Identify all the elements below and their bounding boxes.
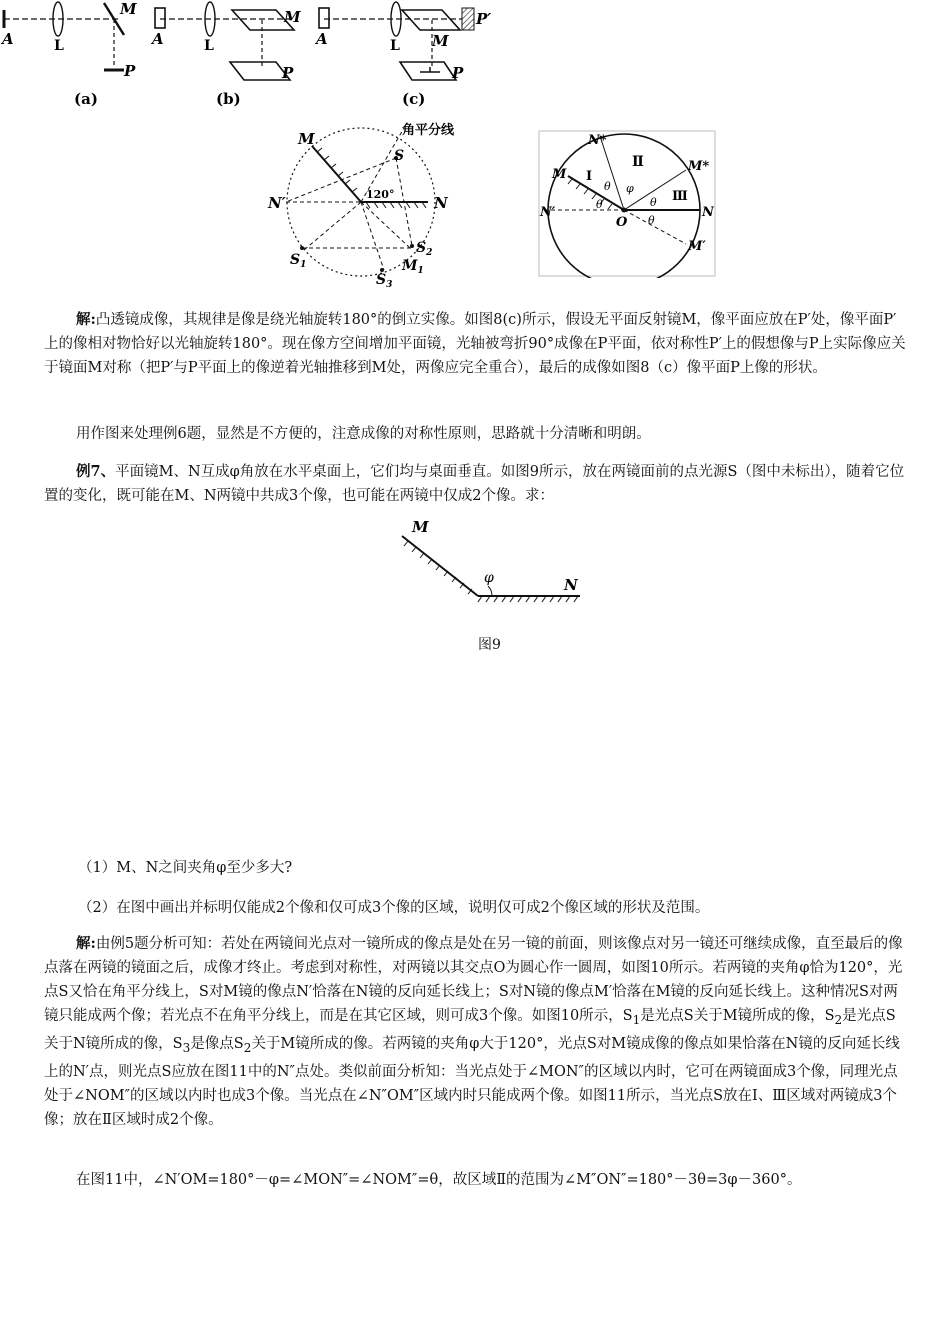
label-N: N <box>564 576 578 594</box>
label-M: M <box>298 130 315 148</box>
paragraph-final-text: 在图11中，∠N′OM=180°－φ=∠MON″=∠NOM″=θ，故区域Ⅱ的范围为∠M″ON″=180°－3θ=3φ－360°。 <box>76 1172 802 1188</box>
subscript-1: 1 <box>632 1012 641 1027</box>
label-N: N <box>702 205 714 220</box>
paragraph-2-text: 用作图来处理例6题，显然是不方便的，注意成像的对称性原则，思路就十分清晰和明朗。 <box>76 426 651 442</box>
solution-text: 凸透镜成像，其规律是像是绕光轴旋转180°的倒立实像。如图8(c)所示，假设无平面反射镜M，像平面应放在P′处，像平面P′上的像相对物恰好以光轴旋转180°。现在像方空间增加平面镜，光轴被弯折90°成像在P平面，依对称性P′上的假想像与P上实际像应关于镜面M对称（把P′与P平面上的像逆着光轴推移到M处，两像应完全重合），最后的成像如图8（c）像平面P上像的形状。 <box>44 312 906 376</box>
solution-text-2: 是光点S关于M镜所成的像，S <box>640 1008 835 1024</box>
label-N-prime: N′ <box>540 205 556 220</box>
solution-paragraph-2 <box>44 932 910 1132</box>
figure-8a-label: (a) <box>74 90 98 108</box>
paragraph-2 <box>44 422 910 446</box>
label-L: L <box>204 38 214 54</box>
solution-text-1: 由例5题分析可知：若处在两镜间光点对一镜所成的像点是处在另一镜的前面，则该像点对另一镜还可继续成像，直至最后的像点落在两镜的镜面之后，成像才终止。考虑到对称性，对两镜以其交点O为圆心作一圆周，如图10所示。若两镜的夹角φ恰为120°，光点S又恰在角平分线上，S对M镜的像点N′恰落在N镜的反向延长线上；S对N镜的像点M′恰落在M镜的反向延长线上。这种情况S对两镜只能成两个像；若光点不在角平分线上，而是在其它区域，则可成3个像。如图10所示，S <box>44 936 903 1024</box>
paragraph-final <box>44 1168 910 1192</box>
label-phi: φ <box>484 570 494 586</box>
label-region-II: Ⅱ <box>632 154 644 170</box>
label-P: P <box>282 64 294 82</box>
label-N-prime: N′ <box>268 194 286 212</box>
solution-lead: 解: <box>76 935 96 952</box>
label-P: P <box>452 64 464 82</box>
solution-lead: 解: <box>76 311 96 328</box>
solution-paragraph-1 <box>44 308 910 380</box>
figure-8a <box>0 0 137 108</box>
label-L: L <box>390 38 400 54</box>
label-M: M <box>552 167 567 182</box>
figure-11-circle <box>538 130 718 278</box>
label-angle-120: 120° <box>366 188 395 201</box>
label-P-prime: P′ <box>476 10 492 28</box>
subscript-2: 2 <box>834 1012 843 1027</box>
label-theta-4: θ <box>648 214 655 227</box>
question-1-text: （1）M、N之间夹角φ至少多大? <box>78 860 293 876</box>
question-1 <box>78 856 910 880</box>
label-M-prime: M′ <box>688 239 706 254</box>
figure-10-circle <box>262 118 482 290</box>
label-S: S <box>394 148 405 164</box>
label-S3: $S_3$ <box>376 272 393 290</box>
label-S1: $S_1$ <box>290 252 307 270</box>
label-region-III: Ⅲ <box>672 189 688 204</box>
subscript-4: 2 <box>243 1040 252 1055</box>
figure-8-optics <box>0 0 520 112</box>
label-region-I: Ⅰ <box>586 169 593 184</box>
question-2 <box>78 896 910 920</box>
example-lead: 例7、 <box>76 463 116 480</box>
label-theta-3: θ <box>650 196 657 209</box>
label-S2: $S_2$ <box>416 240 433 258</box>
label-N: N <box>434 194 448 212</box>
figure-8b-label: (b) <box>216 90 241 108</box>
label-theta-2: θ <box>596 198 603 211</box>
label-L: L <box>54 38 64 54</box>
figure-8c <box>314 2 491 108</box>
label-A: A <box>152 30 164 48</box>
label-O: O <box>616 215 628 230</box>
label-M-star: M* <box>688 159 710 174</box>
label-N-star: N* <box>588 133 607 148</box>
label-M1: $M_1$ <box>402 258 424 276</box>
label-M: M <box>412 518 429 536</box>
example-7-paragraph <box>44 460 910 508</box>
label-M: M <box>120 0 137 18</box>
figure-9 <box>392 518 592 614</box>
solution-text-3: 是光点S关于N镜所成的像，S <box>44 1008 896 1052</box>
label-angle-bisector: 角平分线 <box>402 123 455 138</box>
figure-8c-label: (c) <box>402 90 426 108</box>
label-P: P <box>124 62 136 80</box>
label-theta-1: θ <box>604 180 611 193</box>
figure-8b <box>150 2 301 108</box>
example-text: 平面镜M、N互成φ角放在水平桌面上，它们均与桌面垂直。如图9所示，放在两镜面前的点光源S（图中未标出），随着它位置的变化，既可能在M、N两镜中共成3个像，也可能在两镜中仅成2个像。求： <box>44 464 905 504</box>
label-A: A <box>316 30 328 48</box>
label-M: M <box>432 32 449 50</box>
label-M: M <box>284 8 301 26</box>
subscript-3: 3 <box>182 1040 191 1055</box>
question-2-text: （2）在图中画出并标明仅能成2个像和仅可成3个像的区域，说明仅可成2个像区域的形状及范围。 <box>78 900 710 916</box>
label-phi: φ <box>626 182 634 195</box>
label-A: A <box>2 30 14 48</box>
solution-text-4: 是像点S <box>190 1035 244 1052</box>
solution-text-5: 关于M镜所成的像。若两镜的夹角φ大于120°，光点S对M镜成像的像点如果恰落在N镜的反向延长线上的N′点，则光点S应放在图11中的N″点处。类似前面分析知：当光点处于∠MON″的区域以内时，它可在两镜面成3个像，同理光点处于∠NOM″的区域以内时也成3个像。当光点在∠N″OM″区域内时只能成两个像。如图11所示，当光点S放在Ⅰ、Ⅲ区域对两镜成3个像；放在Ⅱ区域时成2个像。 <box>44 1035 900 1128</box>
figure-9-caption: 图9 <box>478 637 501 653</box>
